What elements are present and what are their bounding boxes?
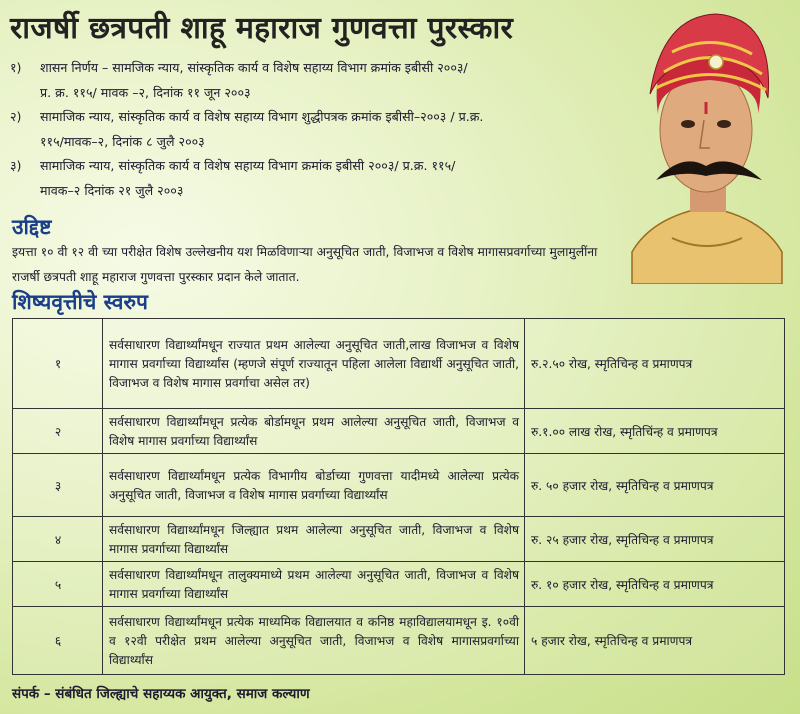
row-description: सर्वसाधारण विद्यार्थ्यांमधून प्रत्येक माध्यमिक विद्यालयात व कनिष्ठ महाविद्यालयामधून इ. १०वी व १२वी परीक्षेत प्रथम आलेल्या अनुसूचित जाती, विजाभज व विशेष मागासप्रवर्गाच्या विद्यार्थ्यांस xyxy=(103,607,525,675)
reference-line: सामाजिक न्याय, सांस्कृतिक कार्य व विशेष सहाय्य विभाग शुद्धीपत्रक क्रमांक इबीसी–२००३ / प्र.क्र. xyxy=(40,109,484,124)
scholarship-table xyxy=(12,318,785,675)
reference-line: सामाजिक न्याय, सांस्कृतिक कार्य व विशेष सहाय्य विभाग क्रमांक इबीसी २००३/ प्र.क्र. ११५/ xyxy=(40,158,456,173)
row-description: सर्वसाधारण विद्यार्थ्यांमधून राज्यात प्रथम आलेल्या अनुसूचित जाती,लाख विजाभज व विशेष मागास प्रवर्गाच्या विद्यार्थ्यांस (म्हणजे संपूर्ण राज्यातून पहिला आलेला विद्यार्थी अनुसूचित जाती, विजाभज व विशेष मागास प्रवर्गाचा असेल तर) xyxy=(103,319,525,409)
row-award: रु.२.५० रोख, स्मृतिचिन्ह व प्रमाणपत्र xyxy=(525,319,785,409)
objective-heading: उद्दिष्ट xyxy=(12,215,52,239)
references-list xyxy=(10,56,625,203)
row-number: ३ xyxy=(13,454,103,517)
row-number: ५ xyxy=(13,562,103,607)
row-award: ५ हजार रोख, स्मृतिचिन्ह व प्रमाणपत्र xyxy=(525,607,785,675)
row-award: रु. २५ हजार रोख, स्मृतिचिन्ह व प्रमाणपत्र xyxy=(525,517,785,562)
reference-item xyxy=(10,154,625,203)
table-row xyxy=(13,409,785,454)
reference-number: २) xyxy=(10,109,22,124)
row-number: १ xyxy=(13,319,103,409)
row-description: सर्वसाधारण विद्यार्थ्यांमधून तालुक्यमाध्ये प्रथम आलेल्या अनुसूचित जाती, विजाभज व विशेष मागास प्रवर्गाच्या विद्यार्थ्यांस xyxy=(103,562,525,607)
table-row xyxy=(13,517,785,562)
reference-number: ३) xyxy=(10,158,22,173)
row-number: ४ xyxy=(13,517,103,562)
shahu-maharaj-portrait xyxy=(612,2,800,284)
row-award: रु.१.०० लाख रोख, स्मृतिचिंन्ह व प्रमाणपत्र xyxy=(525,409,785,454)
table-row xyxy=(13,319,785,409)
table-row xyxy=(13,454,785,517)
table-row xyxy=(13,562,785,607)
row-description: सर्वसाधारण विद्यार्थ्यांमधून प्रत्येक विभागीय बोर्डाच्या गुणवत्ता यादीमध्ये आलेल्या प्रत्येक अनुसूचित जाती, विजाभज व विशेष मागास प्रवर्गाच्या विद्यार्थ्यांस xyxy=(103,454,525,517)
scholarship-heading: शिष्यवृत्तीचे स्वरुप xyxy=(12,290,148,314)
reference-item xyxy=(10,56,625,105)
contact-line: संपर्क – संबंधित जिल्ह्याचे सहाय्यक आयुक्त, समाज कल्याण xyxy=(12,686,310,702)
reference-line: शासन निर्णय – सामजिक न्याय, सांस्कृतिक कार्य व विशेष सहाय्य विभाग क्रमांक इबीसी २००३/ xyxy=(40,60,468,75)
objective-text: इयत्ता १० वी १२ वी च्या परीक्षेत विशेष उल्लेखनीय यश मिळविणाऱ्या अनुसूचित जाती, विजाभज व विशेष मागासप्रवर्गाच्या मुलामुलींना राजर्षी छत्रपती शाहू महाराज गुणवत्ता पुरस्कार प्रदान केले जातात. xyxy=(12,245,598,284)
reference-number: १) xyxy=(10,60,22,75)
row-award: रु. १० हजार रोख, स्मृतिचिन्ह व प्रमाणपत्र xyxy=(525,562,785,607)
table-row xyxy=(13,607,785,675)
reference-line: मावक–२ दिनांक २१ जुलै २००३ xyxy=(40,182,184,198)
reference-item xyxy=(10,105,625,154)
row-number: २ xyxy=(13,409,103,454)
row-number: ६ xyxy=(13,607,103,675)
row-description: सर्वसाधारण विद्यार्थ्यांमधून जिल्ह्यात प्रथम आलेल्या अनुसूचित जाती, विजाभज व विशेष मागास प्रवर्गाच्या विद्यार्थ्यांस xyxy=(103,517,525,562)
row-description: सर्वसाधारण विद्यार्थ्यांमधून प्रत्येक बोर्डामधून प्रथम आलेल्या अनुसूचित जाती, विजाभज व विशेष मागास प्रवर्गाच्या विद्यार्थ्यांस xyxy=(103,409,525,454)
reference-line: प्र. क्र. ११५/ मावक –२, दिनांक ११ जून २००३ xyxy=(40,84,251,100)
reference-line: ११५/मावक–२, दिनांक ८ जुलै २००३ xyxy=(40,133,205,149)
page-title: राजर्षी छत्रपती शाहू महाराज गुणवत्ता पुरस्कार xyxy=(10,11,514,46)
row-award: रु. ५० हजार रोख, स्मृतिचिन्ह व प्रमाणपत्र xyxy=(525,454,785,517)
